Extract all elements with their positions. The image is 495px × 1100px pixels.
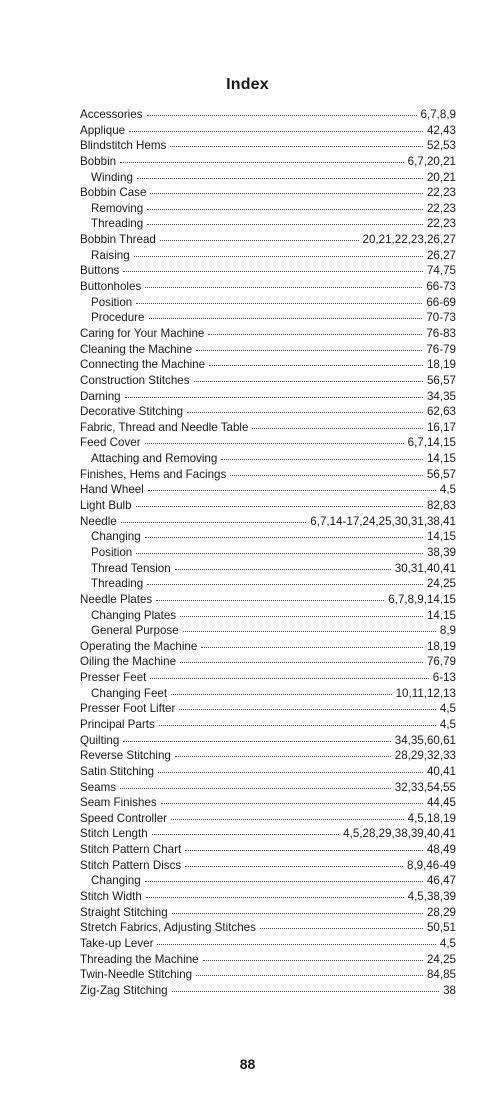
- index-term: Zig-Zag Stitching: [80, 983, 168, 997]
- dot-leader: [121, 522, 307, 523]
- index-term: Satin Stitching: [80, 764, 155, 778]
- index-term: Removing: [91, 201, 144, 215]
- index-term: Finishes, Hems and Facings: [80, 467, 227, 481]
- index-pages: 20,21,22,23,26,27: [362, 233, 456, 247]
- index-term: Reverse Stitching: [80, 749, 171, 763]
- index-subentry: [80, 529, 456, 545]
- index-pages: 22,23: [426, 217, 456, 231]
- index-term: Stitch Pattern Discs: [80, 858, 182, 872]
- index-entry: [80, 185, 456, 201]
- index-entry: [80, 905, 456, 921]
- index-entry: [80, 952, 456, 968]
- index-entry: [80, 811, 456, 827]
- dot-leader: [180, 616, 423, 617]
- index-pages: 38,39: [426, 545, 456, 559]
- index-pages: 44,45: [426, 796, 456, 810]
- index-term: Cleaning the Machine: [80, 342, 193, 356]
- dot-leader: [147, 115, 417, 116]
- index-term: Presser Foot Lifter: [80, 702, 176, 716]
- index-term: Accessories: [80, 108, 143, 121]
- dot-leader: [120, 162, 404, 163]
- dot-leader: [145, 881, 423, 882]
- index-term: Needle Plates: [80, 592, 153, 606]
- dot-leader: [252, 428, 423, 429]
- index-subentry: [80, 608, 456, 624]
- index-pages: 48,49: [426, 843, 456, 857]
- dot-leader: [120, 788, 391, 789]
- index-subentry: [80, 216, 456, 232]
- index-entry: [80, 467, 456, 483]
- dot-leader: [175, 569, 391, 570]
- index-term: Take-up Lever: [80, 936, 154, 950]
- index-pages: 40,41: [426, 764, 456, 778]
- index-term: Decorative Stitching: [80, 405, 184, 419]
- index-entry: [80, 326, 456, 342]
- index-term: Changing: [91, 530, 141, 544]
- index-term: Principal Parts: [80, 717, 155, 731]
- index-entry: [80, 435, 456, 451]
- dot-leader: [260, 928, 423, 929]
- index-pages: 66-69: [426, 295, 456, 309]
- index-entry: [80, 389, 456, 405]
- dot-leader: [129, 131, 423, 132]
- index-pages: 4,5,18,19: [407, 811, 456, 825]
- index-pages: 16,17: [426, 420, 456, 434]
- index-pages: 6,7,20,21: [407, 154, 456, 168]
- index-pages: 34,35: [426, 389, 456, 403]
- index-entry: [80, 232, 456, 248]
- index-pages: 32,33,54,55: [394, 780, 456, 794]
- dot-leader: [150, 193, 423, 194]
- index-pages: 84,85: [426, 968, 456, 982]
- dot-leader: [185, 866, 403, 867]
- index-entry: [80, 967, 456, 983]
- index-term: Oiling the Machine: [80, 655, 177, 669]
- index-pages: 34,35,60,61: [394, 733, 456, 747]
- index-pages: 6,7,8,9: [420, 108, 456, 121]
- index-pages: 76-83: [426, 326, 456, 340]
- dot-leader: [203, 960, 423, 961]
- index-pages: 70-73: [426, 311, 456, 325]
- index-pages: 6-13: [432, 671, 456, 685]
- index-entry: [80, 514, 456, 530]
- dot-leader: [147, 209, 423, 210]
- index-subentry: [80, 623, 456, 639]
- dot-leader: [145, 443, 404, 444]
- index-entry: [80, 983, 456, 999]
- dot-leader: [147, 584, 423, 585]
- dot-leader: [150, 678, 428, 679]
- index-entry: [80, 701, 456, 717]
- index-pages: 8,9,46-49: [407, 858, 456, 872]
- index-pages: 76-79: [426, 342, 456, 356]
- index-term: Procedure: [91, 311, 145, 325]
- index-entry: [80, 107, 456, 123]
- dot-leader: [196, 975, 423, 976]
- index-term: Bobbin: [80, 154, 117, 168]
- index-pages: 14,15: [426, 452, 456, 466]
- index-pages: 22,23: [426, 201, 456, 215]
- index-pages: 66-73: [426, 280, 456, 294]
- index-pages: 52,53: [426, 139, 456, 153]
- index-entry: [80, 826, 456, 842]
- dot-leader: [179, 709, 436, 710]
- index-pages: 22,23: [426, 186, 456, 200]
- index-entry: [80, 889, 456, 905]
- dot-leader: [196, 350, 422, 351]
- index-subentry: [80, 295, 456, 311]
- index-entry: [80, 263, 456, 279]
- index-term: Thread Tension: [91, 561, 171, 575]
- index-term: Applique: [80, 123, 126, 137]
- index-term: Feed Cover: [80, 436, 141, 450]
- index-term: Threading: [91, 217, 144, 231]
- index-pages: 56,57: [426, 373, 456, 387]
- index-term: Attaching and Removing: [91, 452, 218, 466]
- index-term: Threading: [91, 577, 144, 591]
- index-pages: 6,7,14,15: [407, 436, 456, 450]
- index-list: [80, 107, 456, 999]
- index-term: Bobbin Case: [80, 186, 147, 200]
- index-term: Construction Stitches: [80, 373, 190, 387]
- dot-leader: [175, 756, 391, 757]
- dot-leader: [172, 913, 423, 914]
- dot-leader: [172, 991, 439, 992]
- dot-leader: [158, 772, 423, 773]
- index-subentry: [80, 576, 456, 592]
- index-term: Winding: [91, 170, 133, 184]
- dot-leader: [185, 850, 423, 851]
- dot-leader: [156, 600, 384, 601]
- index-entry: [80, 858, 456, 874]
- dot-leader: [170, 146, 423, 147]
- index-term: Stitch Length: [80, 827, 148, 841]
- index-subentry: [80, 201, 456, 217]
- dot-leader: [145, 287, 422, 288]
- index-term: Connecting the Machine: [80, 358, 206, 372]
- index-entry: [80, 733, 456, 749]
- index-pages: 26,27: [426, 248, 456, 262]
- index-subentry: [80, 248, 456, 264]
- dot-leader: [171, 819, 404, 820]
- index-term: Quilting: [80, 733, 120, 747]
- index-pages: 62,63: [426, 405, 456, 419]
- index-pages: 42,43: [426, 123, 456, 137]
- dot-leader: [194, 381, 423, 382]
- index-term: Raising: [91, 248, 130, 262]
- index-pages: 4,5,28,29,38,39,40,41: [343, 827, 456, 841]
- dot-leader: [161, 803, 423, 804]
- index-entry: [80, 936, 456, 952]
- index-entry: [80, 138, 456, 154]
- index-subentry: [80, 686, 456, 702]
- index-pages: 24,25: [426, 577, 456, 591]
- index-term: Speed Controller: [80, 811, 168, 825]
- index-term: Position: [91, 545, 133, 559]
- index-term: Darning: [80, 389, 121, 403]
- index-pages: 4,5: [439, 717, 456, 731]
- index-term: Bobbin Thread: [80, 233, 156, 247]
- index-pages: 20,21: [426, 170, 456, 184]
- dot-leader: [148, 490, 436, 491]
- dot-leader: [145, 537, 423, 538]
- dot-leader: [171, 694, 392, 695]
- index-entry: [80, 482, 456, 498]
- index-subentry: [80, 545, 456, 561]
- index-pages: 4,5,38,39: [407, 890, 456, 904]
- index-pages: 4,5: [439, 702, 456, 716]
- index-term: Presser Feet: [80, 671, 147, 685]
- index-term: Stitch Pattern Chart: [80, 843, 182, 857]
- index-subentry: [80, 170, 456, 186]
- index-pages: 4,5: [439, 936, 456, 950]
- index-subentry: [80, 561, 456, 577]
- dot-leader: [183, 631, 436, 632]
- dot-leader: [201, 647, 423, 648]
- dot-leader: [146, 897, 404, 898]
- index-term: Fabric, Thread and Needle Table: [80, 420, 249, 434]
- index-term: Caring for Your Machine: [80, 326, 205, 340]
- index-pages: 6,7,8,9,14,15: [388, 592, 456, 606]
- index-pages: 46,47: [426, 874, 456, 888]
- index-pages: 6,7,14-17,24,25,30,31,38,41: [310, 514, 456, 528]
- index-term: Seams: [80, 780, 117, 794]
- index-term: Changing Feet: [91, 686, 168, 700]
- index-term: Twin-Needle Stitching: [80, 968, 193, 982]
- dot-leader: [208, 334, 422, 335]
- index-entry: [80, 123, 456, 139]
- index-term: Needle: [80, 514, 117, 528]
- dot-leader: [134, 256, 423, 257]
- index-pages: 56,57: [426, 467, 456, 481]
- index-pages: 28,29,32,33: [394, 749, 456, 763]
- index-term: General Purpose: [91, 624, 179, 638]
- dot-leader: [230, 475, 423, 476]
- index-term: Changing Plates: [91, 608, 177, 622]
- index-subentry: [80, 873, 456, 889]
- index-entry: [80, 764, 456, 780]
- index-term: Buttons: [80, 264, 120, 278]
- index-term: Buttonholes: [80, 280, 142, 294]
- index-pages: 82,83: [426, 499, 456, 513]
- index-term: Stitch Width: [80, 890, 142, 904]
- index-term: Hand Wheel: [80, 483, 144, 497]
- dot-leader: [157, 944, 435, 945]
- index-pages: 4,5: [439, 483, 456, 497]
- index-term: Changing: [91, 874, 141, 888]
- index-term: Blindstitch Hems: [80, 139, 167, 153]
- dot-leader: [136, 506, 423, 507]
- index-pages: 74,75: [426, 264, 456, 278]
- index-entry: [80, 342, 456, 358]
- index-entry: [80, 795, 456, 811]
- index-pages: 18,19: [426, 639, 456, 653]
- index-entry: [80, 842, 456, 858]
- index-pages: 50,51: [426, 921, 456, 935]
- index-entry: [80, 654, 456, 670]
- index-pages: 76,79: [426, 655, 456, 669]
- index-entry: [80, 748, 456, 764]
- index-entry: [80, 780, 456, 796]
- index-term: Threading the Machine: [80, 952, 199, 966]
- index-pages: 28,29: [426, 905, 456, 919]
- index-pages: 24,25: [426, 952, 456, 966]
- index-entry: [80, 404, 456, 420]
- index-entry: [80, 279, 456, 295]
- index-entry: [80, 670, 456, 686]
- index-pages: 18,19: [426, 358, 456, 372]
- index-entry: [80, 357, 456, 373]
- index-pages: 38: [443, 983, 456, 997]
- dot-leader: [160, 240, 359, 241]
- dot-leader: [136, 553, 423, 554]
- index-term: Seam Finishes: [80, 796, 157, 810]
- index-subentry: [80, 451, 456, 467]
- index-entry: [80, 639, 456, 655]
- index-term: Straight Stitching: [80, 905, 168, 919]
- dot-leader: [123, 741, 390, 742]
- index-term: Light Bulb: [80, 499, 132, 513]
- dot-leader: [180, 662, 423, 663]
- index-pages: 10,11,12,13: [395, 686, 456, 700]
- index-pages: 8,9: [439, 624, 456, 638]
- index-pages: 14,15: [426, 608, 456, 622]
- dot-leader: [152, 834, 339, 835]
- dot-leader: [137, 178, 423, 179]
- index-entry: [80, 373, 456, 389]
- page-title: Index: [226, 76, 269, 93]
- dot-leader: [123, 271, 423, 272]
- index-pages: 30,31,40,41: [394, 561, 456, 575]
- index-entry: [80, 498, 456, 514]
- dot-leader: [149, 318, 423, 319]
- page-number: 88: [239, 1056, 256, 1072]
- index-term: Operating the Machine: [80, 639, 198, 653]
- index-entry: [80, 420, 456, 436]
- dot-leader: [147, 224, 423, 225]
- dot-leader: [125, 397, 423, 398]
- dot-leader: [159, 725, 436, 726]
- index-subentry: [80, 310, 456, 326]
- dot-leader: [209, 365, 423, 366]
- dot-leader: [136, 303, 422, 304]
- index-entry: [80, 920, 456, 936]
- index-entry: [80, 592, 456, 608]
- dot-leader: [187, 412, 423, 413]
- dot-leader: [221, 459, 423, 460]
- index-entry: [80, 717, 456, 733]
- index-pages: 14,15: [426, 530, 456, 544]
- index-entry: [80, 154, 456, 170]
- index-term: Position: [91, 295, 133, 309]
- index-term: Stretch Fabrics, Adjusting Stitches: [80, 921, 256, 935]
